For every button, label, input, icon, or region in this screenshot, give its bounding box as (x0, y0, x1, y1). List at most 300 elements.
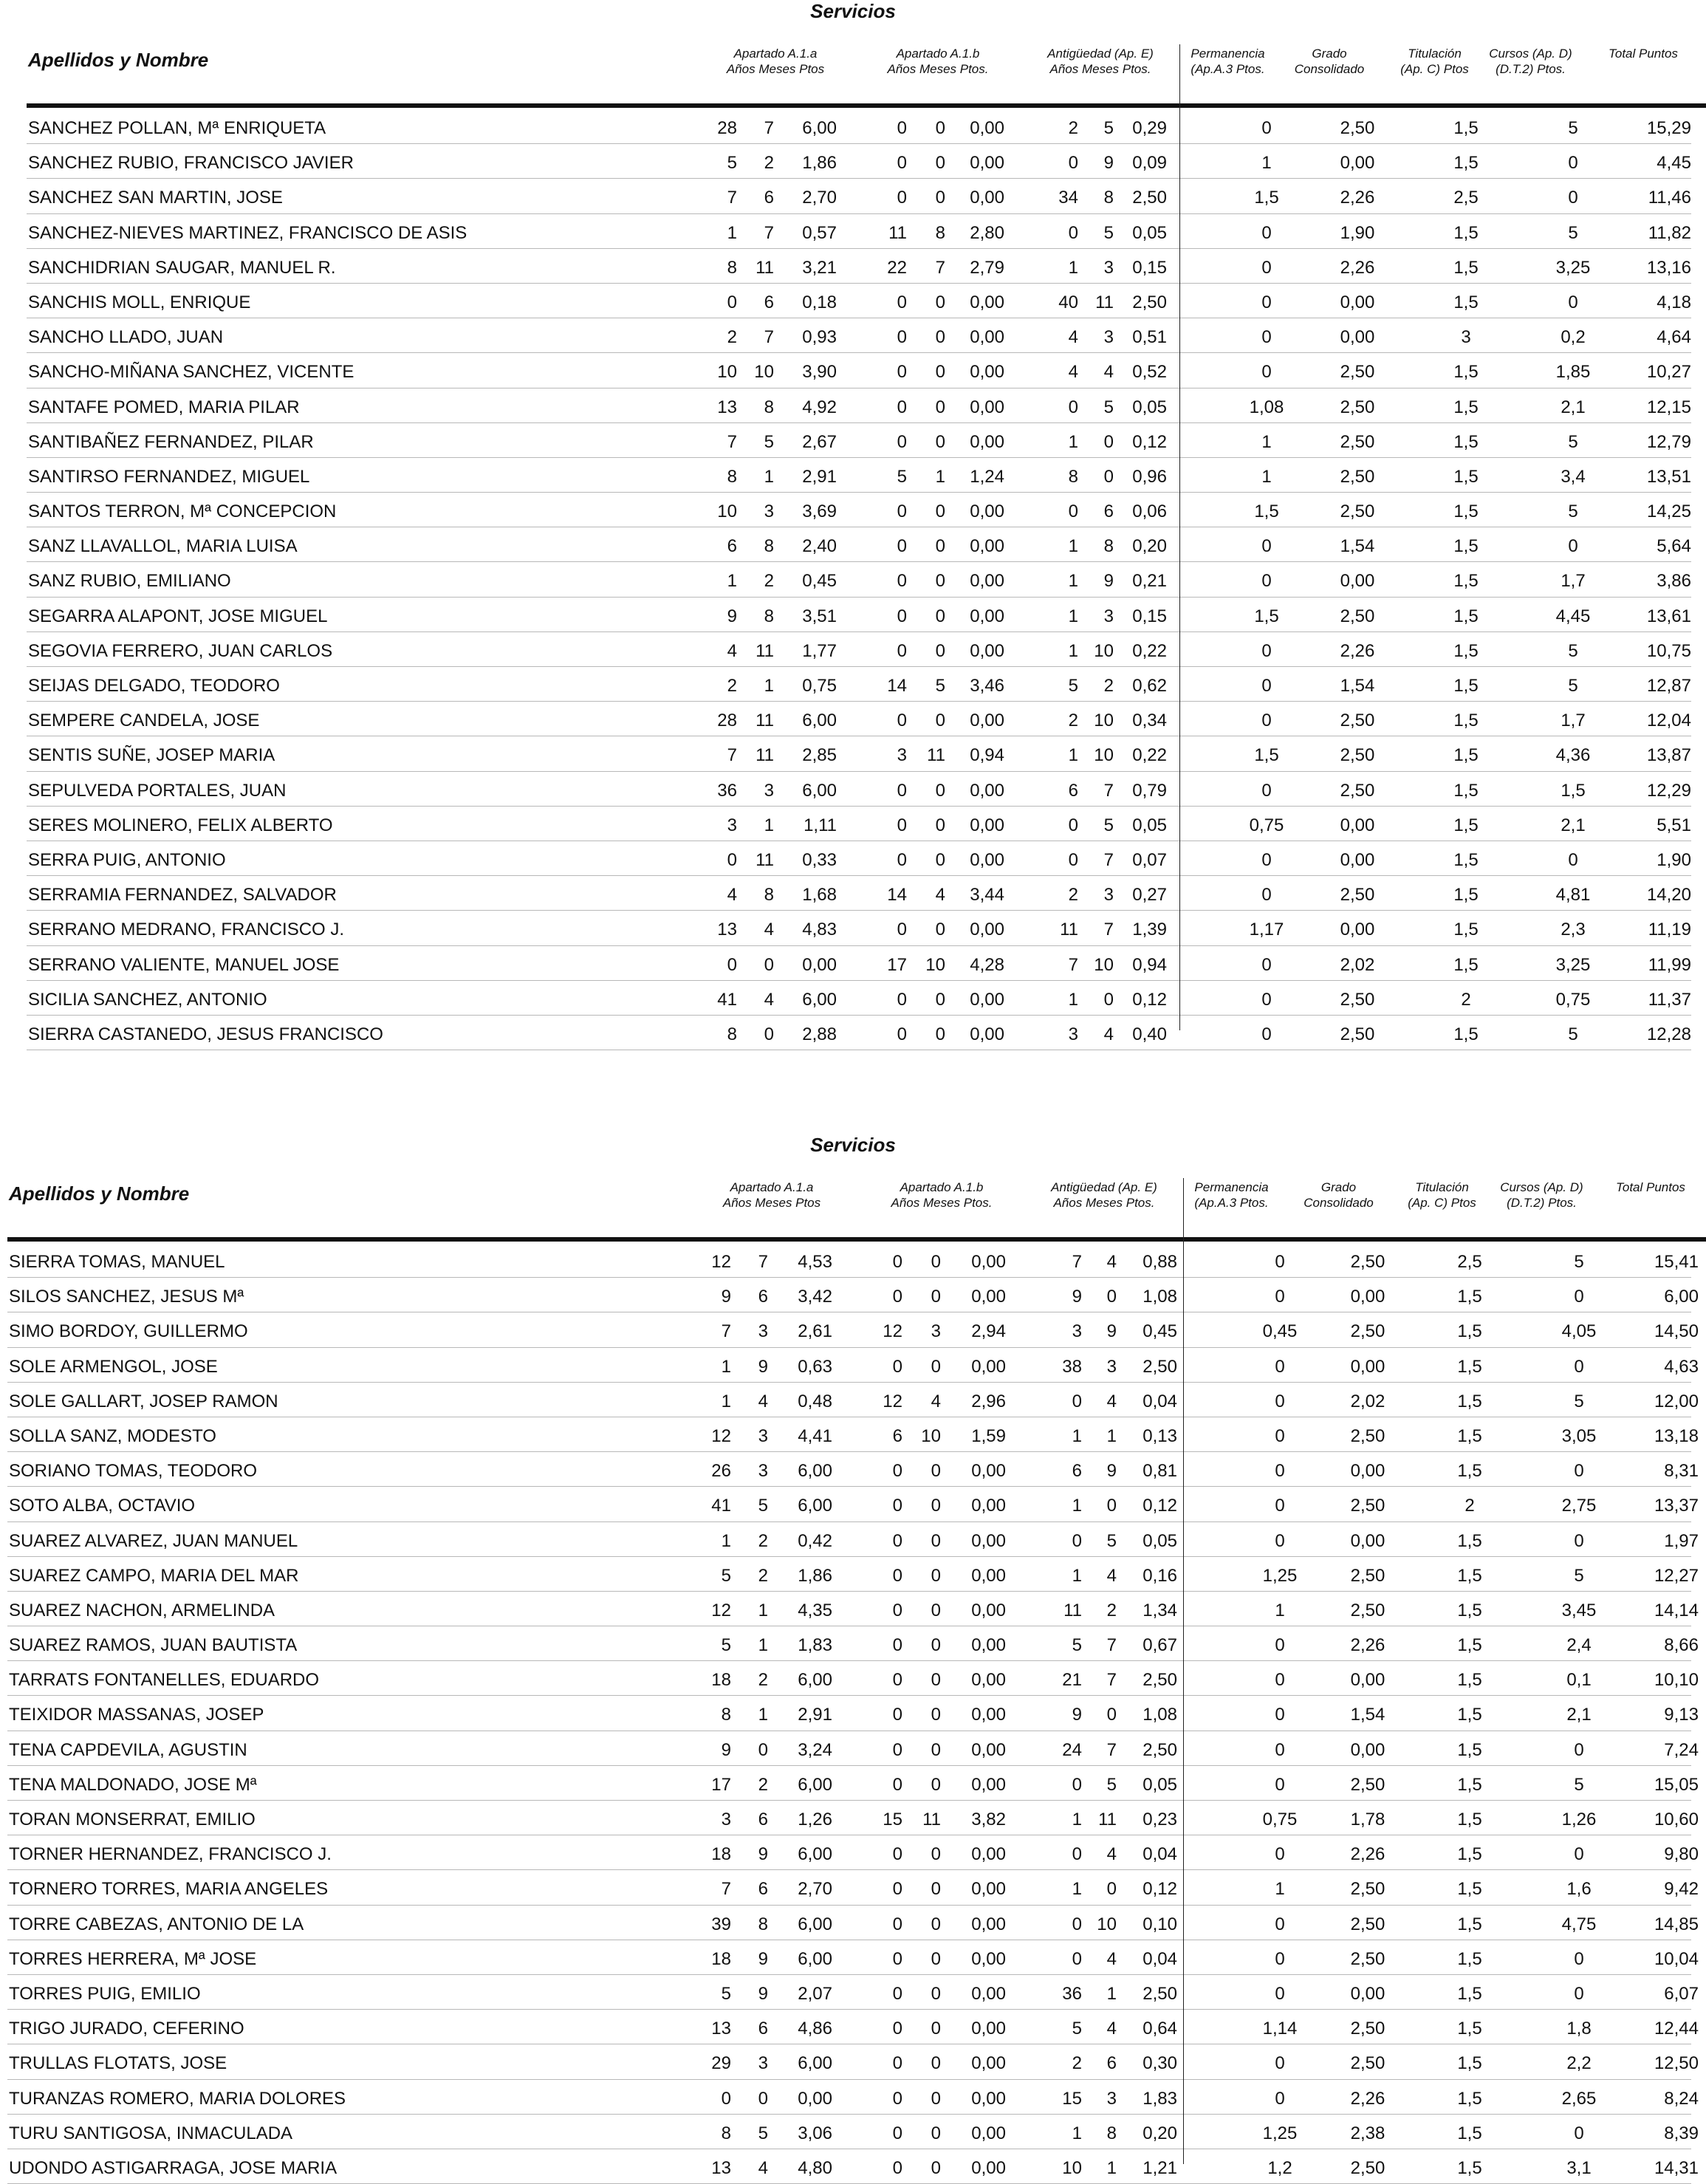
cell-cursos: 0 (1568, 153, 1578, 174)
cell-name: TEIXIDOR MASSANAS, JOSEP (9, 1705, 264, 1725)
cell-cursos: 1,5 (1561, 780, 1586, 801)
header-antig (1019, 46, 1182, 77)
cell-name: SEMPERE CANDELA, JOSE (28, 711, 260, 731)
cell-total: 13,37 (1654, 1496, 1699, 1516)
cell-antig-ptos: 0,16 (1143, 1565, 1177, 1586)
cell-antig-ptos: 2,50 (1143, 1983, 1177, 2004)
header-a1a (687, 1180, 857, 1211)
cell-antig-ptos: 0,23 (1143, 1810, 1177, 1829)
cell-antig-ptos: 0,20 (1132, 536, 1167, 557)
table-header (0, 46, 1706, 105)
cell-titulacion: 1,5 (1457, 1391, 1482, 1411)
cell-permanencia: 0 (1261, 640, 1272, 661)
cell-a1b-meses: 5 (935, 676, 945, 696)
cell-a1a-meses: 1 (758, 1705, 768, 1725)
header-grado (1289, 1180, 1388, 1211)
cell-permanencia: 1 (1261, 466, 1272, 487)
cell-grado: 2,50 (1340, 711, 1375, 731)
cell-name: TORRE CABEZAS, ANTONIO DE LA (9, 1914, 304, 1934)
table-header (0, 1180, 1706, 1239)
cell-antig-anos: 6 (1068, 780, 1078, 801)
cell-cursos: 2,4 (1566, 1635, 1592, 1656)
cell-name: SANTAFE POMED, MARIA PILAR (28, 397, 300, 417)
cell-antig-ptos: 2,50 (1143, 1356, 1177, 1377)
cell-a1b-anos: 0 (897, 502, 907, 522)
cell-antig-ptos: 0,52 (1132, 362, 1167, 383)
cell-total: 12,29 (1646, 780, 1691, 801)
cell-permanencia: 1 (1275, 1879, 1285, 1900)
table-row (27, 388, 1691, 423)
table-body (0, 1243, 1706, 2184)
cell-antig-meses: 5 (1106, 1774, 1117, 1795)
cell-a1b-meses: 0 (931, 1670, 941, 1691)
table-row (7, 2044, 1699, 2079)
cell-a1a-anos: 7 (727, 188, 737, 208)
cell-antig-anos: 1 (1068, 989, 1078, 1010)
cell-titulacion: 1,5 (1457, 1983, 1482, 2004)
cell-cursos: 5 (1568, 676, 1578, 696)
cell-titulacion: 1,5 (1453, 640, 1479, 661)
cell-permanencia: 0 (1261, 954, 1272, 975)
cell-a1b-meses: 0 (931, 1948, 941, 1969)
cell-permanencia: 0 (1275, 1252, 1285, 1272)
cell-antig-meses: 0 (1106, 1879, 1117, 1900)
table-row (7, 1870, 1699, 1905)
cell-antig-anos: 4 (1068, 362, 1078, 383)
cell-antig-anos: 34 (1058, 188, 1078, 208)
cell-total: 10,75 (1646, 640, 1691, 661)
header-name: Apellidos y Nombre (9, 1182, 190, 1205)
cell-a1a-anos: 28 (717, 118, 737, 138)
cell-a1a-anos: 41 (717, 989, 737, 1010)
cell-a1b-meses: 0 (935, 431, 945, 452)
cell-antig-anos: 38 (1062, 1356, 1082, 1377)
cell-a1b-ptos: 2,96 (971, 1391, 1006, 1411)
header-a1a-line: Apartado A.1.a (730, 1180, 814, 1194)
cell-a1b-meses: 10 (921, 1425, 941, 1446)
cell-a1b-meses: 0 (931, 1565, 941, 1586)
cell-a1b-anos: 0 (897, 780, 907, 801)
column-divider (1179, 44, 1180, 1030)
cell-antig-ptos: 0,22 (1132, 745, 1167, 766)
cell-a1a-anos: 26 (711, 1461, 731, 1482)
cell-a1b-anos: 0 (897, 292, 907, 312)
cell-titulacion: 1,5 (1453, 885, 1479, 906)
cell-total: 3,86 (1657, 571, 1691, 592)
cell-a1a-anos: 2 (727, 327, 737, 348)
column-divider (1183, 1178, 1184, 2164)
cell-titulacion: 1,5 (1457, 1670, 1482, 1691)
cell-antig-ptos: 1,08 (1143, 1287, 1177, 1307)
cell-antig-meses: 2 (1106, 1600, 1117, 1620)
cell-a1b-anos: 0 (897, 153, 907, 174)
header-a1b-line: Años Meses Ptos. (891, 1196, 993, 1210)
table-row (7, 1452, 1699, 1487)
cell-a1a-ptos: 1,68 (802, 885, 837, 906)
table-row (7, 1661, 1699, 1696)
cell-titulacion: 1,5 (1457, 1600, 1482, 1620)
cell-total: 4,45 (1657, 153, 1691, 174)
cell-permanencia: 0 (1261, 118, 1272, 138)
cell-antig-ptos: 0,05 (1132, 222, 1167, 243)
cell-name: TARRATS FONTANELLES, EDUARDO (9, 1670, 320, 1691)
cell-name: SIERRA TOMAS, MANUEL (9, 1252, 225, 1272)
cell-a1b-anos: 0 (892, 1739, 902, 1760)
cell-cursos: 0,1 (1566, 1670, 1592, 1691)
cell-permanencia: 0 (1275, 1774, 1285, 1795)
cell-grado: 2,26 (1350, 2088, 1385, 2109)
cell-total: 4,18 (1657, 292, 1691, 312)
cell-permanencia: 0 (1261, 711, 1272, 731)
cell-permanencia: 1,14 (1262, 2019, 1298, 2039)
cell-antig-anos: 0 (1068, 849, 1078, 870)
cell-grado: 2,50 (1350, 1914, 1385, 1934)
cell-a1a-ptos: 6,00 (798, 1844, 832, 1865)
section-title: Servicios (810, 0, 896, 22)
cell-a1b-ptos: 0,00 (971, 2123, 1006, 2143)
cell-a1b-anos: 0 (892, 1879, 902, 1900)
cell-a1b-meses: 0 (931, 1774, 941, 1795)
header-rule (27, 103, 1706, 108)
cell-titulacion: 1,5 (1453, 780, 1479, 801)
cell-antig-meses: 0 (1103, 989, 1114, 1010)
cell-antig-anos: 36 (1062, 1983, 1082, 2004)
header-titul-line: Titulación (1408, 47, 1462, 61)
cell-cursos: 3,05 (1561, 1425, 1597, 1446)
cell-antig-anos: 1 (1072, 1565, 1082, 1586)
cell-permanencia: 0 (1275, 1425, 1285, 1446)
cell-grado: 2,02 (1350, 1391, 1385, 1411)
cell-name: TURU SANTIGOSA, INMACULADA (9, 2123, 293, 2143)
cell-a1b-meses: 0 (931, 1879, 941, 1900)
cell-titulacion: 1,5 (1457, 1879, 1482, 1900)
cell-name: SERRAMIA FERNANDEZ, SALVADOR (28, 885, 337, 906)
cell-name: SANCHEZ-NIEVES MARTINEZ, FRANCISCO DE ASIS (28, 222, 467, 243)
cell-a1b-anos: 12 (883, 1391, 902, 1411)
cell-a1a-anos: 0 (727, 954, 737, 975)
cell-antig-anos: 1 (1072, 1425, 1082, 1446)
cell-total: 8,66 (1664, 1635, 1699, 1656)
cell-antig-anos: 7 (1068, 954, 1078, 975)
cell-name: SANZ LLAVALLOL, MARIA LUISA (28, 536, 298, 557)
cell-a1b-ptos: 0,00 (971, 1705, 1006, 1725)
cell-name: SEIJAS DELGADO, TEODORO (28, 676, 280, 696)
cell-a1b-meses: 0 (931, 2123, 941, 2143)
cell-a1b-meses: 0 (935, 188, 945, 208)
cell-antig-meses: 9 (1106, 1321, 1117, 1342)
cell-antig-anos: 2 (1068, 118, 1078, 138)
cell-antig-meses: 3 (1103, 327, 1114, 348)
header-titul (1400, 1180, 1484, 1211)
cell-a1a-ptos: 4,35 (798, 1600, 832, 1620)
cell-antig-meses: 1 (1106, 1425, 1117, 1446)
cell-antig-anos: 2 (1068, 711, 1078, 731)
cell-antig-ptos: 1,21 (1143, 2157, 1177, 2178)
cell-permanencia: 0 (1275, 1948, 1285, 1969)
cell-antig-meses: 4 (1106, 1252, 1117, 1272)
cell-total: 15,41 (1654, 1252, 1699, 1272)
cell-titulacion: 2 (1461, 989, 1471, 1010)
cell-a1a-meses: 11 (756, 849, 774, 870)
cell-grado: 2,50 (1340, 989, 1375, 1010)
cell-antig-meses: 2 (1103, 676, 1114, 696)
cell-name: SEPULVEDA PORTALES, JUAN (28, 780, 287, 801)
cell-total: 10,10 (1654, 1670, 1699, 1691)
cell-a1b-anos: 3 (897, 745, 907, 766)
cell-a1b-meses: 0 (935, 640, 945, 661)
cell-a1a-meses: 2 (758, 1670, 768, 1691)
header-a1a-line: Años Meses Ptos (726, 62, 825, 76)
cell-a1a-anos: 1 (721, 1530, 731, 1551)
cell-titulacion: 2,5 (1457, 1252, 1482, 1272)
table-row (7, 1835, 1699, 1870)
cell-a1a-meses: 7 (764, 118, 774, 138)
cell-a1b-meses: 0 (935, 292, 945, 312)
cell-name: SANCHEZ RUBIO, FRANCISCO JAVIER (28, 153, 354, 174)
cell-a1a-anos: 3 (727, 815, 737, 835)
cell-a1b-anos: 0 (897, 606, 907, 626)
cell-a1a-anos: 13 (711, 2019, 731, 2039)
table-row (27, 144, 1691, 179)
cell-a1a-anos: 39 (711, 1914, 731, 1934)
header-cursos-line: (D.T.2) Ptos. (1496, 62, 1566, 76)
cell-titulacion: 1,5 (1453, 954, 1479, 975)
table-row (7, 1766, 1699, 1801)
cell-a1a-meses: 8 (758, 1914, 768, 1934)
cell-antig-anos: 0 (1068, 397, 1078, 417)
cell-permanencia: 0 (1275, 2088, 1285, 2109)
cell-name: SEGOVIA FERRERO, JUAN CARLOS (28, 640, 333, 661)
cell-permanencia: 0 (1275, 1635, 1285, 1656)
cell-a1a-meses: 6 (764, 188, 774, 208)
cell-a1b-anos: 0 (892, 1914, 902, 1934)
cell-cursos: 5 (1568, 640, 1578, 661)
cell-a1a-ptos: 0,33 (802, 849, 837, 870)
cell-grado: 2,50 (1340, 397, 1375, 417)
cell-a1b-meses: 0 (931, 1739, 941, 1760)
cell-a1a-ptos: 2,70 (798, 1879, 832, 1900)
cell-antig-anos: 11 (1060, 920, 1078, 940)
cell-a1a-meses: 3 (758, 2053, 768, 2074)
cell-antig-ptos: 0,12 (1132, 989, 1167, 1010)
cell-a1b-meses: 0 (935, 920, 945, 940)
cell-antig-ptos: 0,21 (1132, 571, 1167, 592)
cell-a1b-ptos: 0,00 (971, 1600, 1006, 1620)
cell-permanencia: 0 (1275, 1914, 1285, 1934)
cell-total: 11,82 (1648, 222, 1691, 243)
cell-a1a-anos: 18 (711, 1670, 731, 1691)
cell-antig-ptos: 0,15 (1132, 606, 1167, 626)
cell-cursos: 0 (1568, 188, 1578, 208)
cell-cursos: 5 (1568, 431, 1578, 452)
cell-cursos: 1,7 (1561, 711, 1586, 731)
cell-total: 11,19 (1648, 920, 1691, 940)
cell-a1a-ptos: 3,06 (798, 2123, 832, 2143)
cell-a1a-anos: 9 (721, 1739, 731, 1760)
header-total-line (1595, 1195, 1706, 1211)
table-row (27, 667, 1691, 702)
cell-permanencia: 1,08 (1249, 397, 1284, 417)
table-row (7, 1975, 1699, 2010)
cell-a1a-ptos: 4,92 (802, 397, 837, 417)
cell-a1a-anos: 12 (711, 1425, 731, 1446)
cell-a1a-ptos: 1,77 (802, 640, 837, 661)
cell-a1b-ptos: 0,00 (971, 2053, 1006, 2074)
cell-a1a-ptos: 0,45 (802, 571, 837, 592)
cell-a1a-ptos: 2,91 (802, 466, 837, 487)
cell-a1b-anos: 12 (883, 1321, 902, 1342)
cell-a1b-meses: 1 (935, 466, 945, 487)
cell-permanencia: 0 (1261, 849, 1272, 870)
cell-name: TORAN MONSERRAT, EMILIO (9, 1810, 256, 1829)
cell-total: 12,44 (1654, 2019, 1699, 2039)
cell-grado: 0,00 (1350, 1356, 1385, 1377)
cell-a1b-anos: 0 (892, 1530, 902, 1551)
cell-a1a-ptos: 0,42 (798, 1530, 832, 1551)
cell-antig-anos: 0 (1068, 815, 1078, 835)
cell-a1b-ptos: 0,00 (970, 920, 1004, 940)
cell-titulacion: 1,5 (1453, 815, 1479, 835)
cell-a1b-anos: 0 (897, 989, 907, 1010)
cell-grado: 2,50 (1340, 606, 1375, 626)
cell-a1a-meses: 11 (756, 745, 774, 766)
cell-a1a-meses: 0 (764, 1024, 774, 1044)
cell-cursos: 2,65 (1561, 2088, 1597, 2109)
cell-a1a-meses: 1 (764, 815, 774, 835)
cell-a1b-ptos: 0,00 (971, 1739, 1006, 1760)
header-perm-line: Permanencia (1194, 1180, 1269, 1194)
table-row (27, 423, 1691, 458)
cell-antig-meses: 11 (1098, 1810, 1117, 1829)
cell-total: 12,00 (1654, 1391, 1699, 1411)
cell-total: 4,64 (1657, 327, 1691, 348)
section-title: Servicios (810, 1134, 896, 1156)
cell-grado: 2,50 (1350, 2053, 1385, 2074)
cell-a1a-ptos: 2,61 (798, 1321, 832, 1342)
cell-a1b-anos: 0 (897, 815, 907, 835)
header-grado-line: Grado (1312, 47, 1347, 61)
cell-antig-meses: 4 (1106, 1948, 1117, 1969)
cell-a1a-anos: 18 (711, 1844, 731, 1865)
cell-a1a-ptos: 6,00 (798, 1496, 832, 1516)
cell-permanencia: 0 (1275, 1670, 1285, 1691)
cell-a1a-anos: 29 (711, 2053, 731, 2074)
cell-antig-meses: 5 (1106, 1530, 1117, 1551)
cell-antig-anos: 1 (1072, 2123, 1082, 2143)
cell-a1a-ptos: 3,21 (802, 257, 837, 278)
cell-antig-anos: 0 (1072, 1948, 1082, 1969)
cell-grado: 0,00 (1350, 1461, 1385, 1482)
cell-antig-anos: 0 (1072, 1844, 1082, 1865)
cell-cursos: 1,26 (1561, 1810, 1597, 1829)
cell-a1b-anos: 0 (892, 1600, 902, 1620)
cell-cursos: 5 (1574, 1252, 1584, 1272)
cell-a1a-meses: 0 (758, 2088, 768, 2109)
cell-a1b-ptos: 0,00 (971, 1948, 1006, 1969)
cell-grado: 1,54 (1350, 1705, 1385, 1725)
cell-cursos: 3,25 (1555, 954, 1591, 975)
cell-antig-ptos: 0,04 (1143, 1391, 1177, 1411)
cell-a1a-meses: 5 (764, 431, 774, 452)
cell-a1b-ptos: 0,00 (970, 502, 1004, 522)
cell-cursos: 5 (1568, 502, 1578, 522)
cell-titulacion: 1,5 (1453, 257, 1479, 278)
cell-a1b-anos: 0 (892, 1461, 902, 1482)
cell-titulacion: 1,5 (1457, 1356, 1482, 1377)
cell-name: SANTOS TERRON, Mª CONCEPCION (28, 502, 337, 522)
cell-a1a-ptos: 1,86 (798, 1565, 832, 1586)
cell-cursos: 1,85 (1555, 362, 1591, 383)
cell-a1a-meses: 6 (758, 2019, 768, 2039)
cell-a1a-meses: 11 (756, 257, 774, 278)
table-row (27, 911, 1691, 945)
cell-cursos: 5 (1574, 1774, 1584, 1795)
cell-antig-ptos: 0,96 (1132, 466, 1167, 487)
cell-a1b-anos: 0 (892, 1774, 902, 1795)
cell-a1a-ptos: 6,00 (798, 1461, 832, 1482)
cell-grado: 2,50 (1340, 885, 1375, 906)
cell-cursos: 4,45 (1555, 606, 1591, 626)
table-row (7, 2115, 1699, 2149)
cell-total: 13,51 (1646, 466, 1691, 487)
cell-grado: 2,50 (1350, 1600, 1385, 1620)
cell-a1a-ptos: 6,00 (802, 989, 837, 1010)
cell-a1b-anos: 0 (892, 2019, 902, 2039)
table-row (27, 318, 1691, 353)
cell-a1b-ptos: 0,00 (971, 1914, 1006, 1934)
cell-grado: 2,50 (1350, 1425, 1385, 1446)
cell-a1a-meses: 3 (764, 502, 774, 522)
cell-permanencia: 1,25 (1262, 2123, 1298, 2143)
cell-cursos: 0 (1574, 1739, 1584, 1760)
cell-permanencia: 0,75 (1249, 815, 1284, 835)
cell-antig-ptos: 0,22 (1132, 640, 1167, 661)
cell-permanencia: 1 (1275, 1600, 1285, 1620)
cell-grado: 2,50 (1350, 1252, 1385, 1272)
cell-grado: 2,50 (1350, 2019, 1385, 2039)
cell-permanencia: 1,5 (1254, 745, 1279, 766)
cell-antig-anos: 3 (1068, 1024, 1078, 1044)
table-row (7, 1487, 1699, 1521)
cell-antig-anos: 10 (1062, 2157, 1082, 2178)
cell-a1b-anos: 0 (897, 397, 907, 417)
cell-titulacion: 1,5 (1453, 153, 1479, 174)
header-grado-line: Consolidado (1304, 1196, 1374, 1210)
cell-a1b-ptos: 0,00 (971, 1670, 1006, 1691)
cell-a1a-anos: 0 (727, 849, 737, 870)
cell-titulacion: 1,5 (1457, 2088, 1482, 2109)
cell-antig-ptos: 1,39 (1132, 920, 1167, 940)
cell-name: SUAREZ ALVAREZ, JUAN MANUEL (9, 1530, 298, 1551)
cell-titulacion: 1,5 (1457, 1530, 1482, 1551)
cell-a1a-meses: 1 (764, 466, 774, 487)
table-row (7, 1383, 1699, 1417)
cell-a1a-meses: 11 (756, 711, 774, 731)
cell-cursos: 3,25 (1555, 257, 1591, 278)
cell-a1b-ptos: 0,00 (970, 188, 1004, 208)
cell-a1a-anos: 13 (711, 2157, 731, 2178)
cell-a1a-ptos: 0,93 (802, 327, 837, 348)
cell-permanencia: 0 (1261, 362, 1272, 383)
cell-a1a-ptos: 6,00 (798, 1670, 832, 1691)
table-row (27, 598, 1691, 632)
cell-a1a-anos: 2 (727, 676, 737, 696)
cell-permanencia: 0 (1275, 1356, 1285, 1377)
cell-a1b-ptos: 0,00 (970, 397, 1004, 417)
cell-cursos: 2,75 (1561, 1496, 1597, 1516)
cell-a1a-meses: 4 (758, 2157, 768, 2178)
cell-a1b-anos: 0 (897, 571, 907, 592)
